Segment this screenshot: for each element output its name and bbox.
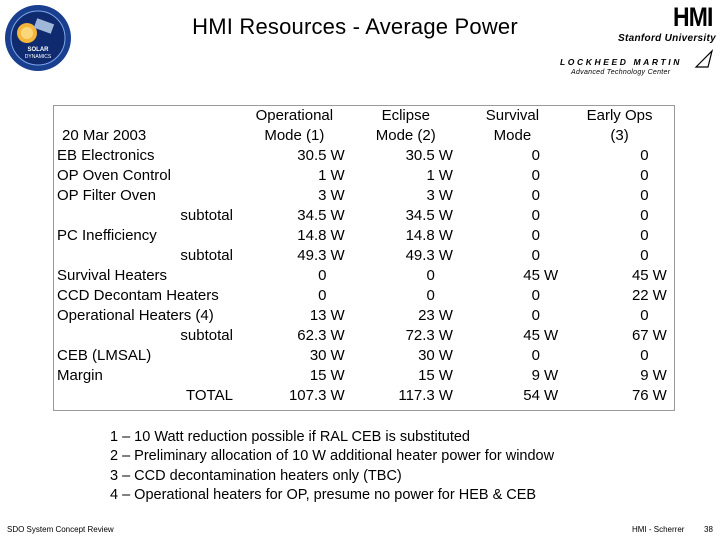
row-label: OP Oven Control bbox=[57, 167, 171, 184]
unit-cell: W bbox=[438, 227, 453, 244]
unit-cell bbox=[540, 146, 565, 166]
value-cell: 0 bbox=[426, 267, 435, 284]
subtotal-label: subtotal bbox=[180, 247, 233, 264]
unit-cell: W bbox=[330, 247, 345, 264]
value-cell: 3 bbox=[318, 187, 327, 204]
col-header-survival-line1: Survival bbox=[485, 107, 540, 124]
unit-cell: W bbox=[543, 387, 559, 404]
sdo-logo bbox=[3, 3, 73, 73]
value-cell: 0 bbox=[318, 287, 327, 304]
unit-cell: W bbox=[543, 267, 559, 284]
value-cell: 22 bbox=[631, 287, 649, 304]
value-cell: 49.3 bbox=[405, 247, 435, 264]
unit-cell: W bbox=[330, 147, 345, 164]
value-cell: 30.5 bbox=[405, 147, 435, 164]
value-cell: 0 bbox=[531, 247, 540, 264]
row-label: PC Inefficiency bbox=[57, 227, 157, 244]
table-row bbox=[54, 246, 674, 266]
row-label: Operational Heaters (4) bbox=[57, 307, 214, 324]
unit-cell: W bbox=[330, 367, 345, 384]
unit-cell: W bbox=[330, 207, 345, 224]
company-name: LOCKHEED MARTIN bbox=[560, 57, 682, 67]
table-row bbox=[54, 286, 674, 306]
subtotal-label: subtotal bbox=[180, 207, 233, 224]
logo-text: SOLAR bbox=[27, 47, 49, 53]
footer-left: SDO System Concept Review bbox=[7, 525, 114, 534]
unit-cell bbox=[649, 166, 674, 186]
unit-cell bbox=[540, 206, 565, 226]
lockheed-star-icon bbox=[694, 49, 714, 69]
value-cell: 117.3 bbox=[398, 387, 435, 404]
value-cell: 49.3 bbox=[297, 247, 327, 264]
value-cell: 76 bbox=[631, 387, 649, 404]
unit-cell bbox=[435, 286, 460, 306]
col-header-operational-line2: Mode (1) bbox=[264, 127, 325, 144]
value-cell: 62.3 bbox=[297, 327, 327, 344]
unit-cell: W bbox=[438, 147, 453, 164]
value-cell: 30.5 bbox=[297, 147, 327, 164]
university-name: Stanford University bbox=[618, 33, 716, 44]
value-cell: 107.3 bbox=[288, 387, 327, 404]
unit-cell bbox=[649, 226, 674, 246]
value-cell: 34.5 bbox=[405, 207, 435, 224]
unit-cell bbox=[540, 226, 565, 246]
unit-cell: W bbox=[438, 347, 453, 364]
unit-cell bbox=[435, 266, 460, 286]
footnote: 3 – CCD decontamination heaters only (TBC) bbox=[110, 467, 402, 484]
unit-cell: W bbox=[330, 307, 345, 324]
unit-cell bbox=[540, 166, 565, 186]
value-cell: 30 bbox=[309, 347, 327, 364]
unit-cell: W bbox=[438, 387, 453, 404]
unit-cell: W bbox=[438, 307, 453, 324]
unit-cell: W bbox=[438, 207, 453, 224]
col-header-operational-line1: Operational bbox=[255, 107, 334, 124]
value-cell: 0 bbox=[640, 207, 649, 224]
value-cell: 0 bbox=[531, 307, 540, 324]
table-row bbox=[54, 346, 674, 366]
footnotes bbox=[110, 428, 554, 505]
value-cell: 1 bbox=[426, 167, 435, 184]
total-label: TOTAL bbox=[185, 387, 233, 404]
unit-cell: W bbox=[652, 267, 667, 284]
table-row bbox=[54, 306, 674, 326]
unit-cell: W bbox=[330, 187, 345, 204]
value-cell: 23 bbox=[418, 307, 435, 324]
footer-right: HMI - Scherrer bbox=[632, 525, 685, 534]
footnote: 1 – 10 Watt reduction possible if RAL CEB is substituted bbox=[110, 429, 470, 445]
unit-cell bbox=[649, 146, 674, 166]
value-cell: 0 bbox=[640, 227, 649, 244]
unit-cell: W bbox=[652, 387, 667, 404]
value-cell: 45 bbox=[631, 267, 649, 284]
svg-text:DYNAMICS: DYNAMICS bbox=[24, 54, 52, 60]
row-label: CCD Decontam Heaters bbox=[57, 287, 219, 304]
table-row bbox=[54, 386, 674, 406]
row-label: EB Electronics bbox=[57, 147, 155, 164]
unit-cell bbox=[649, 306, 674, 326]
value-cell: 15 bbox=[309, 367, 327, 384]
value-cell: 0 bbox=[640, 187, 649, 204]
unit-cell: W bbox=[438, 167, 453, 184]
value-cell: 0 bbox=[318, 267, 327, 284]
division-name: Advanced Technology Center bbox=[571, 69, 671, 76]
value-cell: 0 bbox=[531, 207, 540, 224]
page-title: HMI Resources - Average Power bbox=[192, 14, 518, 39]
unit-cell: W bbox=[543, 327, 559, 344]
value-cell: 0 bbox=[640, 307, 649, 324]
table-row bbox=[54, 206, 674, 226]
col-header-early-ops-line1: Early Ops bbox=[586, 107, 653, 124]
value-cell: 0 bbox=[531, 147, 540, 164]
table-date: 20 Mar 2003 bbox=[62, 127, 147, 144]
value-cell: 0 bbox=[640, 167, 649, 184]
value-cell: 9 bbox=[531, 367, 540, 384]
value-cell: 34.5 bbox=[297, 207, 327, 224]
table-header-row bbox=[54, 106, 674, 126]
row-label: OP Filter Oven bbox=[57, 187, 156, 204]
unit-cell bbox=[540, 286, 565, 306]
value-cell: 3 bbox=[426, 187, 435, 204]
value-cell: 0 bbox=[640, 147, 649, 164]
unit-cell bbox=[540, 346, 565, 366]
unit-cell bbox=[327, 266, 352, 286]
unit-cell bbox=[540, 306, 565, 326]
unit-cell: W bbox=[652, 367, 667, 384]
value-cell: 9 bbox=[640, 367, 649, 384]
value-cell: 1 bbox=[318, 167, 327, 184]
unit-cell bbox=[649, 346, 674, 366]
page-number: 38 bbox=[704, 525, 713, 534]
table-row bbox=[54, 366, 674, 386]
power-table bbox=[53, 105, 675, 411]
hmi-badge: HMI bbox=[672, 2, 712, 32]
unit-cell: W bbox=[543, 367, 559, 384]
unit-cell: W bbox=[438, 367, 453, 384]
col-header-early-ops-line2: (3) bbox=[610, 127, 629, 144]
value-cell: 0 bbox=[531, 187, 540, 204]
subtotal-label: subtotal bbox=[180, 327, 233, 344]
footnote: 4 – Operational heaters for OP, presume no power for HEB & CEB bbox=[110, 486, 537, 503]
unit-cell: W bbox=[652, 327, 667, 344]
table-row bbox=[54, 186, 674, 206]
unit-cell: W bbox=[330, 227, 345, 244]
unit-cell bbox=[649, 186, 674, 206]
value-cell: 30 bbox=[418, 347, 435, 364]
value-cell: 14.8 bbox=[297, 227, 327, 244]
value-cell: 0 bbox=[531, 227, 540, 244]
value-cell: 0 bbox=[640, 347, 649, 364]
value-cell: 45 bbox=[523, 327, 540, 344]
value-cell: 45 bbox=[523, 267, 540, 284]
value-cell: 0 bbox=[531, 347, 540, 364]
col-header-eclipse-line2: Mode (2) bbox=[375, 127, 436, 144]
unit-cell: W bbox=[330, 347, 345, 364]
unit-cell: W bbox=[438, 187, 453, 204]
unit-cell: W bbox=[330, 327, 345, 344]
footnote: 2 – Preliminary allocation of 10 W additional heater power for window bbox=[110, 448, 555, 465]
table-header-row bbox=[54, 126, 674, 146]
value-cell: 15 bbox=[418, 367, 435, 384]
table-row bbox=[54, 226, 674, 246]
value-cell: 14.8 bbox=[405, 227, 435, 244]
row-label: Survival Heaters bbox=[57, 267, 168, 284]
unit-cell: W bbox=[438, 327, 453, 344]
unit-cell bbox=[649, 206, 674, 226]
unit-cell: W bbox=[330, 167, 345, 184]
table-row bbox=[54, 266, 674, 286]
table-row bbox=[54, 326, 674, 346]
row-label: CEB (LMSAL) bbox=[57, 347, 152, 364]
value-cell: 0 bbox=[640, 247, 649, 264]
value-cell: 54 bbox=[523, 387, 540, 404]
unit-cell: W bbox=[652, 287, 667, 304]
unit-cell bbox=[540, 186, 565, 206]
unit-cell bbox=[649, 246, 674, 266]
unit-cell bbox=[540, 246, 565, 266]
value-cell: 72.3 bbox=[405, 327, 435, 344]
value-cell: 0 bbox=[531, 287, 540, 304]
unit-cell bbox=[327, 286, 352, 306]
value-cell: 0 bbox=[531, 167, 540, 184]
col-header-survival-line2: Mode bbox=[493, 127, 532, 144]
col-header-eclipse-line1: Eclipse bbox=[381, 107, 430, 124]
value-cell: 13 bbox=[309, 307, 327, 324]
table-row bbox=[54, 166, 674, 186]
table-row bbox=[54, 146, 674, 166]
row-label: Margin bbox=[57, 367, 103, 384]
unit-cell: W bbox=[330, 387, 345, 404]
unit-cell: W bbox=[438, 247, 453, 264]
value-cell: 67 bbox=[631, 327, 649, 344]
value-cell: 0 bbox=[426, 287, 435, 304]
